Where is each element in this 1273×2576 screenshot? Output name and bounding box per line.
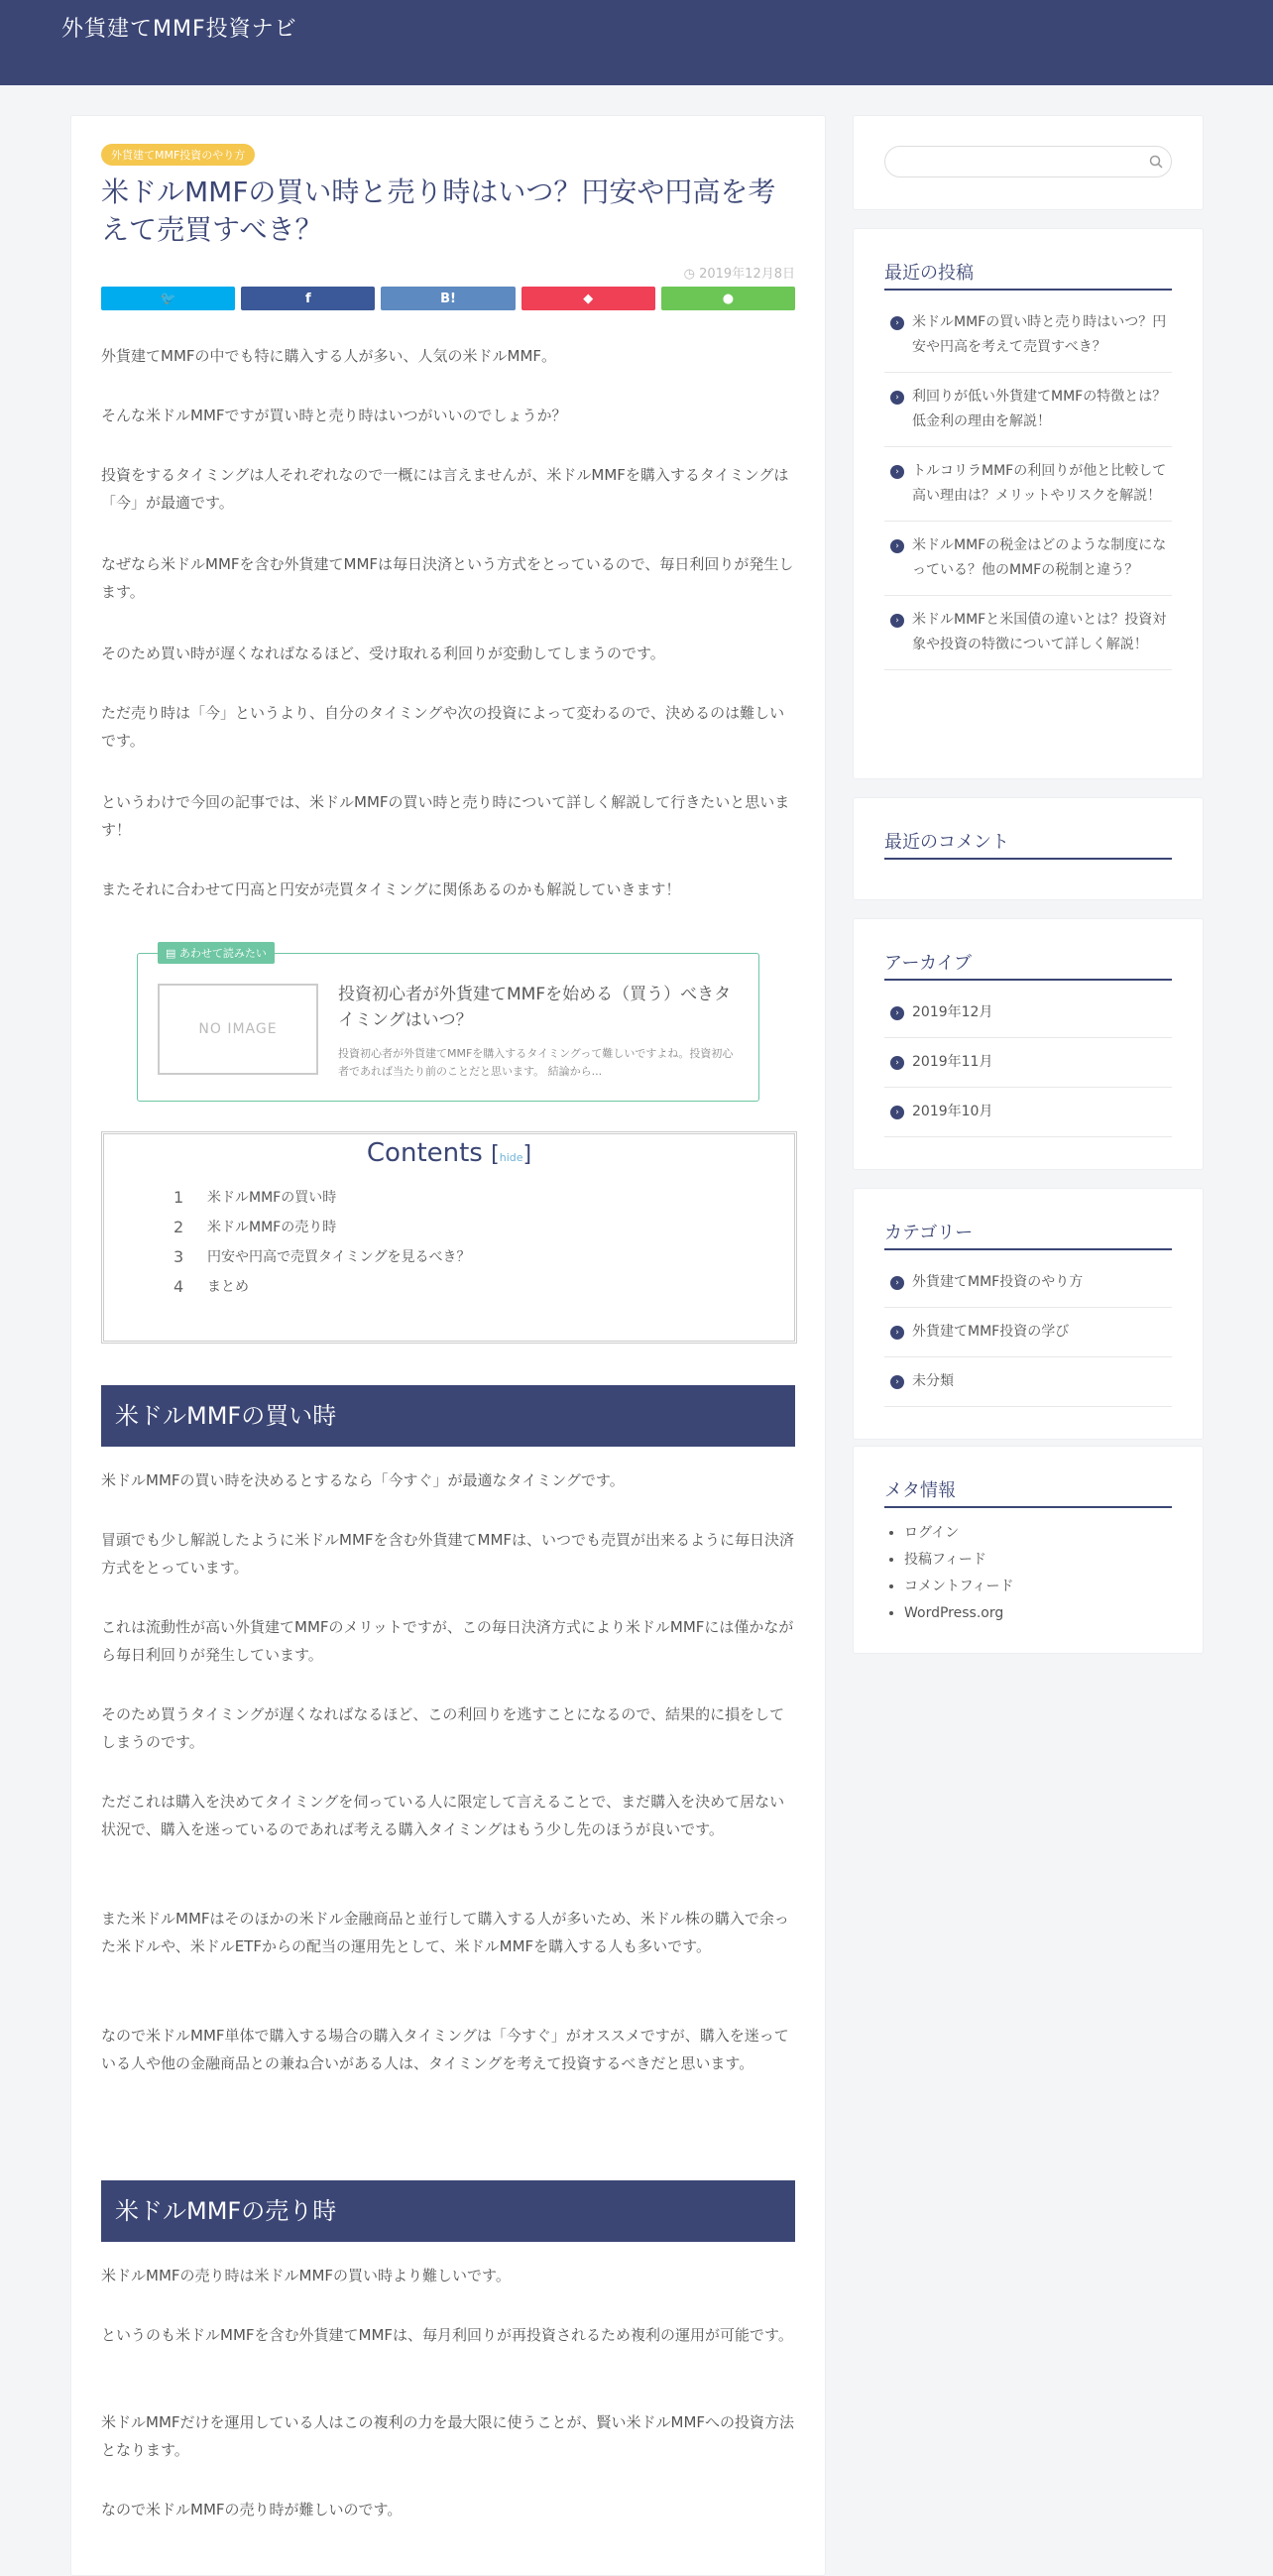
paragraph: というわけで今回の記事では、米ドルMMFの買い時と売り時について詳しく解説して行きたいと思います！	[101, 793, 790, 839]
meta-link[interactable]: • ログイン	[904, 1520, 1192, 1547]
archive-link[interactable]	[884, 1088, 1172, 1137]
toc-title-text: Contents	[366, 1138, 483, 1168]
recent-post-link[interactable]	[884, 373, 1172, 447]
search-icon[interactable]	[1149, 155, 1163, 169]
recent-posts-list	[884, 298, 1172, 670]
archive-link[interactable]	[884, 989, 1172, 1038]
related-article-tag	[158, 942, 275, 964]
category-link[interactable]	[884, 1308, 1172, 1357]
section-heading-sell: 米ドルMMFの売り時	[101, 2180, 795, 2242]
share-button-1[interactable]: f	[241, 287, 375, 310]
paragraph: なので米ドルMMF単体で購入する場合の購入タイミングは「今すぐ」がオススメですが、購入を迷っている人や他の金融商品との兼ね合いがある人は、タイミングを考えて投資するべきだと思います。	[101, 2027, 789, 2072]
toc-list	[174, 1182, 470, 1301]
search-widget	[853, 115, 1204, 210]
recent-post-link[interactable]	[884, 447, 1172, 522]
recent-comments-widget	[853, 797, 1204, 900]
related-thumbnail[interactable]: NO IMAGE	[158, 984, 318, 1075]
category-link-label[interactable]: 外貨建てMMF投資の学び	[912, 1324, 1070, 1340]
archives-widget	[853, 918, 1204, 1170]
chevron-right-icon: ›	[890, 1106, 904, 1119]
toc-item-label[interactable]: 円安や円高で売買タイミングを見るべき？	[207, 1249, 471, 1265]
clock-icon: ◷	[683, 267, 695, 282]
category-link[interactable]	[884, 1357, 1172, 1407]
section-heading-buy: 米ドルMMFの買い時	[101, 1385, 795, 1447]
share-button-0[interactable]: 🐦	[101, 287, 235, 310]
toc-title	[104, 1138, 794, 1168]
chevron-right-icon: ›	[890, 1006, 904, 1020]
meta-title: メタ情報	[884, 1476, 1172, 1508]
toc-item[interactable]	[174, 1241, 470, 1271]
categories-list	[884, 1258, 1172, 1407]
paragraph: 米ドルMMFの売り時は米ドルMMFの買い時より難しいです。	[101, 2267, 511, 2284]
category-link-label[interactable]: 外貨建てMMF投資のやり方	[912, 1274, 1084, 1290]
paragraph: なので米ドルMMFの売り時が難しいのです。	[101, 2501, 403, 2518]
paragraph: 冒頭でも少し解説したように米ドルMMFを含む外貨建てMMFは、いつでも売買が出来るように毎日決済方式をとっています。	[101, 1531, 795, 1577]
chevron-right-icon: ›	[890, 1326, 904, 1340]
paragraph: またそれに合わせて円高と円安が売買タイミングに関係あるのかも解説していきます！	[101, 880, 681, 898]
related-tag-text: あわせて読みたい	[178, 947, 267, 960]
categories-widget	[853, 1188, 1204, 1440]
toc-item[interactable]	[174, 1271, 470, 1301]
chevron-right-icon: ›	[890, 316, 904, 330]
related-article-title[interactable]: 投資初心者が外貨建てMMFを始める（買う）べきタイミングはいつ？	[338, 985, 732, 1030]
chevron-right-icon: ›	[890, 1056, 904, 1070]
search-input[interactable]	[884, 146, 1172, 177]
recent-posts-widget	[853, 228, 1204, 779]
meta-list	[884, 1520, 1192, 1627]
post-date-text: 2019年12月8日	[699, 267, 795, 282]
paragraph: というのも米ドルMMFを含む外貨建てMMFは、毎月利回りが再投資されるため複利の運用が可能です。	[101, 2326, 793, 2344]
toc-item-number: 4	[174, 1276, 184, 1296]
paragraph: 米ドルMMFだけを運用している人はこの複利の力を最大限に使うことが、賢い米ドルMMFへの投資方法となります。	[101, 2413, 795, 2459]
document-icon: ▤	[166, 947, 179, 960]
article-card	[70, 115, 826, 2576]
toc-item-number: 2	[174, 1217, 184, 1236]
post-date	[684, 263, 795, 282]
toc-item-label[interactable]: 米ドルMMFの売り時	[207, 1220, 337, 1235]
recent-post-link-label[interactable]: トルコリラMMFの利回りが他と比較して高い理由は？メリットやリスクを解説！	[912, 463, 1167, 504]
archives-list	[884, 989, 1172, 1137]
chevron-right-icon: ›	[890, 1276, 904, 1290]
paragraph: そのため買い時が遅くなればなるほど、受け取れる利回りが変動してしまうのです。	[101, 644, 665, 662]
toc-bracket-close: ]	[522, 1142, 532, 1167]
archives-title: アーカイブ	[884, 949, 1172, 981]
paragraph: 米ドルMMFの買い時を決めるとするなら「今すぐ」が最適なタイミングです。	[101, 1471, 625, 1489]
recent-comments-title: 最近のコメント	[884, 828, 1172, 860]
categories-title: カテゴリー	[884, 1219, 1172, 1250]
toc-item-number: 1	[174, 1187, 184, 1207]
meta-link[interactable]: • WordPress.org	[904, 1600, 1192, 1627]
toc-item[interactable]	[174, 1212, 470, 1241]
site-header	[0, 0, 1273, 85]
paragraph: そのため買うタイミングが遅くなればなるほど、この利回りを逃すことになるので、結果的に損をしてしまうのです。	[101, 1705, 785, 1751]
category-link-label[interactable]: 未分類	[912, 1373, 954, 1389]
meta-link[interactable]: • コメントフィード	[904, 1574, 1192, 1600]
paragraph: 外貨建てMMFの中でも特に購入する人が多い、人気の米ドルMMF。	[101, 347, 557, 365]
toc-item-label[interactable]: まとめ	[207, 1279, 249, 1295]
article-title: 米ドルMMFの買い時と売り時はいつ？円安や円高を考えて売買すべき？	[101, 176, 776, 246]
recent-post-link[interactable]	[884, 596, 1172, 670]
related-article-excerpt: 投資初心者が外貨建てMMFを購入するタイミングって難しいですよね。投資初心者であれば当たり前のことだと思います。 結論から...	[338, 1047, 734, 1078]
category-link[interactable]	[884, 1258, 1172, 1308]
related-article-card[interactable]	[137, 947, 759, 1102]
paragraph: これは流動性が高い外貨建てMMFのメリットですが、この毎日決済方式により米ドルMMFには僅かながら毎日利回りが発生しています。	[101, 1618, 794, 1664]
paragraph: 投資をするタイミングは人それぞれなので一概には言えませんが、米ドルMMFを購入するタイミングは「今」が最適です。	[101, 466, 789, 512]
toc-item-number: 3	[174, 1246, 184, 1266]
recent-post-link[interactable]	[884, 522, 1172, 596]
paragraph: ただ売り時は「今」というより、自分のタイミングや次の投資によって変わるので、決めるのは難しいです。	[101, 704, 785, 750]
recent-post-link-label[interactable]: 米ドルMMFの税金はどのような制度になっている？他のMMFの税制と違う？	[912, 537, 1167, 578]
site-title-link[interactable]: 外貨建てMMF投資ナビ	[61, 17, 297, 42]
toc-item[interactable]	[174, 1182, 470, 1212]
meta-link[interactable]: • 投稿フィード	[904, 1547, 1192, 1574]
meta-widget	[853, 1446, 1204, 1654]
recent-post-link[interactable]	[884, 298, 1172, 373]
chevron-right-icon: ›	[890, 1375, 904, 1389]
paragraph: また米ドルMMFはそのほかの米ドル金融商品と並行して購入する人が多いため、米ドル株の購入で余った米ドルや、米ドルETFからの配当の運用先として、米ドルMMFを購入する人も多いです。	[101, 1910, 789, 1955]
archive-link[interactable]	[884, 1038, 1172, 1088]
archive-link-label[interactable]: 2019年12月	[912, 1004, 993, 1020]
share-buttons	[101, 287, 795, 310]
chevron-right-icon: ›	[890, 465, 904, 479]
chevron-right-icon: ›	[890, 539, 904, 553]
paragraph: なぜなら米ドルMMFを含む外貨建てMMFは毎日決済という方式をとっているので、毎日利回りが発生します。	[101, 555, 794, 601]
toc-hide-link[interactable]: hide	[499, 1151, 523, 1164]
share-button-4[interactable]: ●	[661, 287, 795, 310]
toc-item-label[interactable]: 米ドルMMFの買い時	[207, 1190, 337, 1206]
paragraph: そんな米ドルMMFですが買い時と売り時はいつがいいのでしょうか？	[101, 407, 567, 424]
chevron-right-icon: ›	[890, 391, 904, 405]
chevron-right-icon: ›	[890, 614, 904, 628]
recent-post-link-label[interactable]: 米ドルMMFと米国債の違いとは？投資対象や投資の特徴について詳しく解説！	[912, 612, 1167, 652]
recent-post-link-label[interactable]: 米ドルMMFの買い時と売り時はいつ？円安や円高を考えて売買すべき？	[912, 314, 1167, 355]
archive-link-label[interactable]: 2019年10月	[912, 1104, 993, 1119]
recent-posts-title: 最近の投稿	[884, 259, 1172, 291]
share-button-3[interactable]: ◆	[521, 287, 655, 310]
share-button-2[interactable]: B!	[381, 287, 515, 310]
recent-post-link-label[interactable]: 利回りが低い外貨建てMMFの特徴とは？低金利の理由を解説！	[912, 389, 1167, 429]
toc-bracket-open: [	[491, 1142, 500, 1167]
table-of-contents	[101, 1131, 797, 1344]
paragraph: ただこれは購入を決めてタイミングを伺っている人に限定して言えることで、まだ購入を決めて居ない状況で、購入を迷っているのであれば考える購入タイミングはもう少し先のほうが良いです。	[101, 1793, 785, 1838]
archive-link-label[interactable]: 2019年11月	[912, 1054, 993, 1070]
category-badge[interactable]: 外貨建てMMF投資のやり方	[101, 144, 255, 166]
